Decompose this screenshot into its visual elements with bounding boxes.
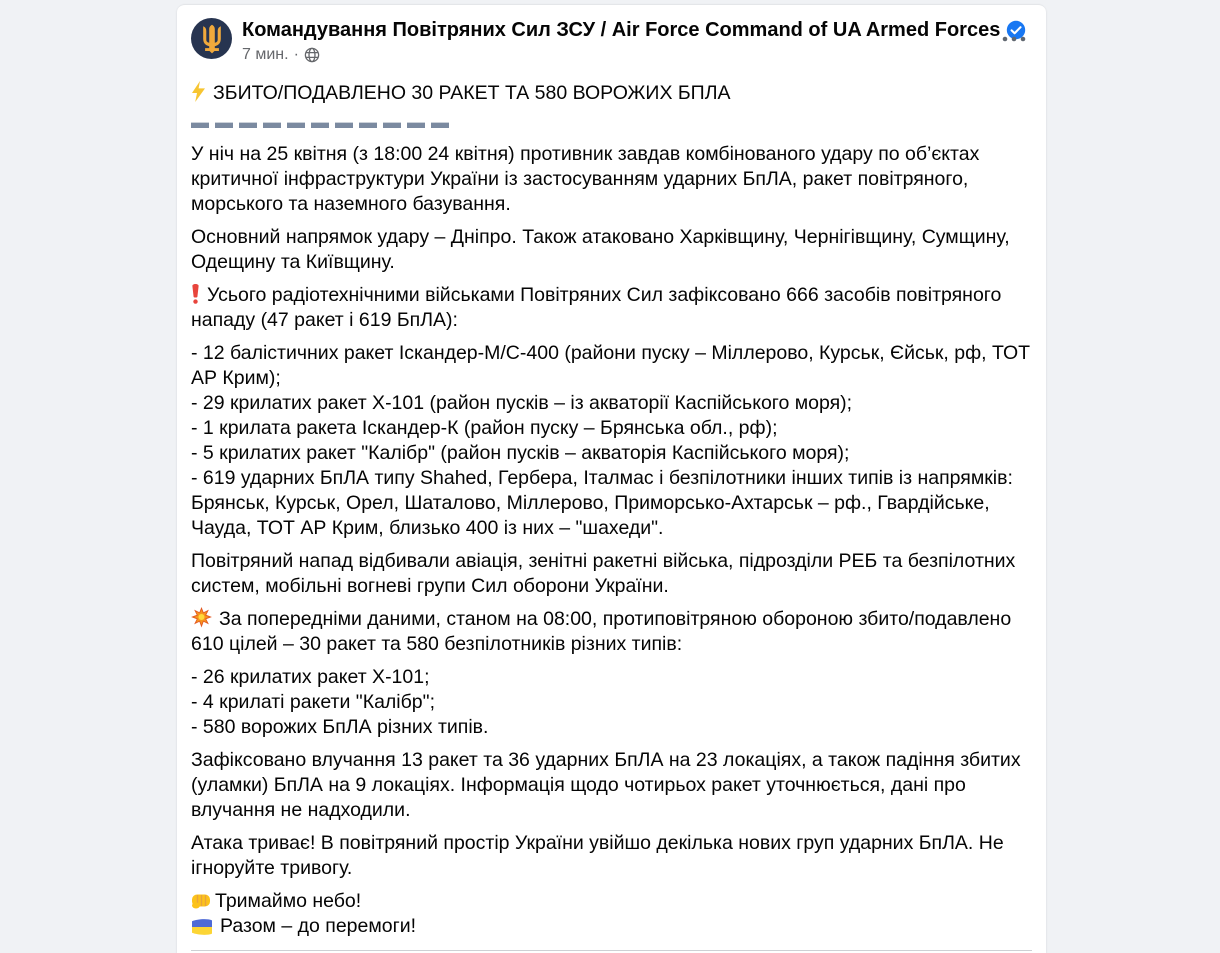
dash-divider: ▬▬▬▬▬▬▬▬▬▬▬ xyxy=(191,112,455,132)
list-line: - 12 балістичних ракет Іскандер-М/С-400 (райони пуску – Міллерово, Курськ, Єйськ, рф, ТОТ АР Крим); xyxy=(191,342,1031,389)
header-text-block xyxy=(242,18,1001,64)
post-paragraph-intro: У ніч на 25 квітня (з 18:00 24 квітня) противник завдав комбінованого удару по об’єктах критичної інфраструктури України із застосуванням ударних БпЛА, ракет повітряного, морського та наземного базування. xyxy=(191,143,980,215)
list-line: - 1 крилата ракета Іскандер-К (район пуску – Брянська обл., рф); xyxy=(191,417,778,439)
collision-burst-icon xyxy=(191,607,212,628)
post-header xyxy=(191,18,1032,64)
post-paragraph-total xyxy=(191,283,1032,333)
post-title-line xyxy=(191,81,1032,106)
closing-lines-block xyxy=(191,889,1032,939)
sky-line xyxy=(191,889,1032,914)
post-title-text: ЗБИТО/ПОДАВЛЕНО 30 РАКЕТ ТА 580 ВОРОЖИХ БПЛА xyxy=(213,82,731,104)
post-results-text: За попередніми даними, станом на 08:00, протиповітряною обороною збито/подавлено 610 цілей – 30 ракет та 580 безпілотників різних типів: xyxy=(191,608,1012,655)
list-line: - 4 крилаті ракети "Калібр"; xyxy=(191,691,435,713)
post-body xyxy=(191,81,1032,951)
sky-text: Тримаймо небо! xyxy=(215,890,362,912)
lightning-icon xyxy=(191,81,206,102)
facebook-post-card xyxy=(177,4,1046,953)
list-line: - 26 крилатих ракет Х-101; xyxy=(191,666,430,688)
post-meta xyxy=(242,45,996,64)
post-paragraph-ongoing: Атака триває! В повітряний простір України увійшо декілька нових груп ударних БпЛА. Не ігноруйте тривогу. xyxy=(191,832,1004,879)
globe-audience-icon xyxy=(304,47,320,63)
victory-line xyxy=(191,914,1032,939)
list-line: - 580 ворожих БпЛА різних типів. xyxy=(191,716,489,738)
post-timestamp[interactable]: 7 мин. xyxy=(242,46,289,63)
list-line: - 29 крилатих ракет Х-101 (район пусків – із акваторії Каспійського моря); xyxy=(191,392,853,414)
attack-list-block xyxy=(191,341,1032,541)
post-paragraph-results xyxy=(191,607,1032,657)
victory-text: Разом – до перемоги! xyxy=(220,915,417,937)
downed-list-block xyxy=(191,665,1032,740)
post-paragraph-hits: Зафіксовано влучання 13 ракет та 36 ударних БпЛА на 23 локаціях, а також падіння збитих (уламки) БпЛА на 9 локаціях. Інформація щодо чотирьох ракет уточнюється, дані про влучання не надходили. xyxy=(191,749,1021,821)
three-dots-icon xyxy=(1001,35,1027,43)
post-total-text: Усього радіотехнічними військами Повітряних Сил зафіксовано 666 засобів повітряного нападу (47 ракет і 619 БпЛА): xyxy=(191,284,1002,331)
raised-fist-icon xyxy=(191,891,212,910)
page-name-link[interactable]: Командування Повітряних Сил ЗСУ / Air Force Command of UA Armed Forces xyxy=(242,19,1001,41)
list-line: - 619 ударних БпЛА типу Shahed, Гербера, Італмас і безпілотники інших типів із напрямків: Брянськ, Курськ, Орел, Шаталово, Міллерово, Приморсько-Ахтарськ – рф., Гвардійське, Чауда, ТОТ АР Крим, близько 400 із них – "шахеди". xyxy=(191,467,1013,539)
meta-separator: · xyxy=(293,46,299,63)
more-options-button[interactable] xyxy=(996,20,1033,58)
air-force-trident-icon xyxy=(200,24,224,54)
post-paragraph-defense: Повітряний напад відбивали авіація, зенітні ракетні війська, підрозділи РЕБ та безпілотних систем, мобільні вогневі групи Сил оборони України. xyxy=(191,550,1016,597)
red-exclamation-icon xyxy=(191,284,200,304)
ukraine-flag-icon xyxy=(191,919,213,935)
list-line: - 5 крилатих ракет "Калібр" (район пусків – акваторія Каспійського моря); xyxy=(191,442,850,464)
actions-divider xyxy=(191,950,1032,951)
page-avatar[interactable] xyxy=(191,18,232,59)
post-paragraph-direction: Основний напрямок удару – Дніпро. Також атаковано Харківщину, Чернігівщину, Сумщину, Одещину та Київщину. xyxy=(191,226,1010,273)
